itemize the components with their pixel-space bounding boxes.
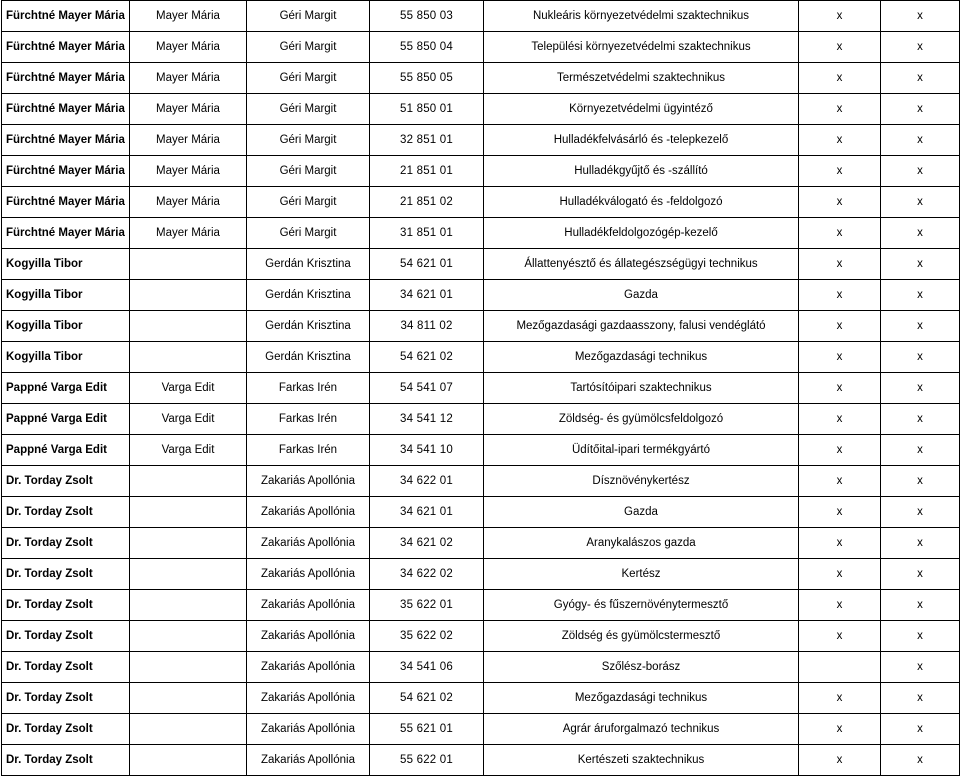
member-name-cell: Mayer Mária	[130, 156, 247, 187]
qualification-code-cell: 34 621 01	[370, 280, 484, 311]
profession-name-cell: Települési környezetvédelmi szaktechnikus	[484, 32, 799, 63]
profession-name-cell: Aranykalászos gazda	[484, 528, 799, 559]
mark-cell-1: x	[799, 590, 881, 621]
mark-cell-1: x	[799, 280, 881, 311]
qualification-code-cell: 34 622 02	[370, 559, 484, 590]
teacher-name-cell: Géri Margit	[247, 125, 370, 156]
teacher-name-cell: Géri Margit	[247, 187, 370, 218]
instructor-name-cell: Fürchtné Mayer Mária	[2, 125, 130, 156]
table-row	[2, 373, 960, 404]
mark-cell-2: x	[881, 559, 960, 590]
table-row	[2, 187, 960, 218]
mark-cell-2: x	[881, 32, 960, 63]
profession-name-cell: Hulladékgyűjtő és -szállító	[484, 156, 799, 187]
instructor-name-cell: Dr. Torday Zsolt	[2, 714, 130, 745]
instructor-name-cell: Dr. Torday Zsolt	[2, 621, 130, 652]
teacher-name-cell: Farkas Irén	[247, 404, 370, 435]
instructor-name-cell: Pappné Varga Edit	[2, 404, 130, 435]
mark-cell-2: x	[881, 466, 960, 497]
table-row	[2, 714, 960, 745]
table-body	[2, 1, 960, 776]
instructor-name-cell: Dr. Torday Zsolt	[2, 590, 130, 621]
table-row	[2, 125, 960, 156]
member-name-cell	[130, 311, 247, 342]
mark-cell-2: x	[881, 497, 960, 528]
mark-cell-1: x	[799, 745, 881, 776]
mark-cell-1: x	[799, 342, 881, 373]
instructor-name-cell: Pappné Varga Edit	[2, 373, 130, 404]
teacher-name-cell: Zakariás Apollónia	[247, 683, 370, 714]
mark-cell-2: x	[881, 125, 960, 156]
table-row	[2, 404, 960, 435]
mark-cell-1: x	[799, 621, 881, 652]
qualification-table	[1, 0, 960, 776]
teacher-name-cell: Géri Margit	[247, 218, 370, 249]
member-name-cell	[130, 528, 247, 559]
mark-cell-1: x	[799, 63, 881, 94]
qualification-code-cell: 34 541 06	[370, 652, 484, 683]
mark-cell-1: x	[799, 32, 881, 63]
instructor-name-cell: Dr. Torday Zsolt	[2, 497, 130, 528]
teacher-name-cell: Zakariás Apollónia	[247, 466, 370, 497]
mark-cell-2: x	[881, 683, 960, 714]
member-name-cell: Varga Edit	[130, 435, 247, 466]
instructor-name-cell: Kogyilla Tibor	[2, 311, 130, 342]
table-row	[2, 249, 960, 280]
profession-name-cell: Környezetvédelmi ügyintéző	[484, 94, 799, 125]
profession-name-cell: Hulladékfelvásárló és -telepkezelő	[484, 125, 799, 156]
qualification-code-cell: 54 621 01	[370, 249, 484, 280]
teacher-name-cell: Farkas Irén	[247, 373, 370, 404]
member-name-cell	[130, 714, 247, 745]
qualification-code-cell: 21 851 02	[370, 187, 484, 218]
mark-cell-1: x	[799, 311, 881, 342]
qualification-code-cell: 51 850 01	[370, 94, 484, 125]
mark-cell-1: x	[799, 435, 881, 466]
instructor-name-cell: Fürchtné Mayer Mária	[2, 63, 130, 94]
teacher-name-cell: Géri Margit	[247, 94, 370, 125]
mark-cell-1: x	[799, 218, 881, 249]
member-name-cell: Mayer Mária	[130, 125, 247, 156]
mark-cell-1: x	[799, 528, 881, 559]
mark-cell-1	[799, 652, 881, 683]
member-name-cell: Mayer Mária	[130, 187, 247, 218]
teacher-name-cell: Gerdán Krisztina	[247, 311, 370, 342]
member-name-cell: Mayer Mária	[130, 32, 247, 63]
instructor-name-cell: Pappné Varga Edit	[2, 435, 130, 466]
qualification-code-cell: 54 621 02	[370, 342, 484, 373]
mark-cell-2: x	[881, 373, 960, 404]
instructor-name-cell: Fürchtné Mayer Mária	[2, 187, 130, 218]
qualification-code-cell: 55 621 01	[370, 714, 484, 745]
instructor-name-cell: Dr. Torday Zsolt	[2, 683, 130, 714]
member-name-cell: Mayer Mária	[130, 1, 247, 32]
mark-cell-2: x	[881, 63, 960, 94]
mark-cell-2: x	[881, 311, 960, 342]
member-name-cell: Varga Edit	[130, 404, 247, 435]
qualification-code-cell: 55 850 05	[370, 63, 484, 94]
qualification-code-cell: 34 621 01	[370, 497, 484, 528]
member-name-cell: Mayer Mária	[130, 218, 247, 249]
member-name-cell	[130, 683, 247, 714]
member-name-cell	[130, 559, 247, 590]
table-row	[2, 683, 960, 714]
qualification-code-cell: 35 622 01	[370, 590, 484, 621]
table-row	[2, 280, 960, 311]
member-name-cell	[130, 249, 247, 280]
table-row	[2, 466, 960, 497]
mark-cell-2: x	[881, 1, 960, 32]
mark-cell-2: x	[881, 249, 960, 280]
mark-cell-1: x	[799, 125, 881, 156]
qualification-code-cell: 54 541 07	[370, 373, 484, 404]
profession-name-cell: Mezőgazdasági technikus	[484, 342, 799, 373]
table-row	[2, 652, 960, 683]
mark-cell-2: x	[881, 156, 960, 187]
teacher-name-cell: Zakariás Apollónia	[247, 745, 370, 776]
mark-cell-2: x	[881, 342, 960, 373]
qualification-code-cell: 34 541 12	[370, 404, 484, 435]
table-row	[2, 63, 960, 94]
profession-name-cell: Üdítőital-ipari termékgyártó	[484, 435, 799, 466]
teacher-name-cell: Zakariás Apollónia	[247, 590, 370, 621]
mark-cell-1: x	[799, 94, 881, 125]
teacher-name-cell: Gerdán Krisztina	[247, 280, 370, 311]
mark-cell-2: x	[881, 187, 960, 218]
profession-name-cell: Szőlész-borász	[484, 652, 799, 683]
qualification-code-cell: 34 811 02	[370, 311, 484, 342]
instructor-name-cell: Kogyilla Tibor	[2, 280, 130, 311]
table-row	[2, 342, 960, 373]
mark-cell-2: x	[881, 745, 960, 776]
teacher-name-cell: Géri Margit	[247, 32, 370, 63]
profession-name-cell: Agrár áruforgalmazó technikus	[484, 714, 799, 745]
mark-cell-1: x	[799, 466, 881, 497]
member-name-cell: Mayer Mária	[130, 94, 247, 125]
mark-cell-1: x	[799, 497, 881, 528]
table-row	[2, 528, 960, 559]
member-name-cell	[130, 621, 247, 652]
instructor-name-cell: Kogyilla Tibor	[2, 342, 130, 373]
profession-name-cell: Tartósítóipari szaktechnikus	[484, 373, 799, 404]
qualification-code-cell: 35 622 02	[370, 621, 484, 652]
mark-cell-2: x	[881, 218, 960, 249]
mark-cell-1: x	[799, 683, 881, 714]
table-row	[2, 1, 960, 32]
mark-cell-2: x	[881, 435, 960, 466]
qualification-code-cell: 34 622 01	[370, 466, 484, 497]
qualification-code-cell: 55 850 04	[370, 32, 484, 63]
qualification-code-cell: 31 851 01	[370, 218, 484, 249]
teacher-name-cell: Géri Margit	[247, 63, 370, 94]
member-name-cell	[130, 590, 247, 621]
mark-cell-1: x	[799, 1, 881, 32]
table-row	[2, 311, 960, 342]
instructor-name-cell: Fürchtné Mayer Mária	[2, 94, 130, 125]
member-name-cell	[130, 497, 247, 528]
member-name-cell	[130, 652, 247, 683]
profession-name-cell: Gazda	[484, 280, 799, 311]
table-row	[2, 218, 960, 249]
teacher-name-cell: Zakariás Apollónia	[247, 497, 370, 528]
instructor-name-cell: Dr. Torday Zsolt	[2, 745, 130, 776]
instructor-name-cell: Dr. Torday Zsolt	[2, 466, 130, 497]
member-name-cell	[130, 466, 247, 497]
member-name-cell	[130, 342, 247, 373]
profession-name-cell: Kertész	[484, 559, 799, 590]
member-name-cell	[130, 280, 247, 311]
instructor-name-cell: Fürchtné Mayer Mária	[2, 32, 130, 63]
teacher-name-cell: Zakariás Apollónia	[247, 714, 370, 745]
mark-cell-1: x	[799, 249, 881, 280]
mark-cell-2: x	[881, 621, 960, 652]
table-row	[2, 621, 960, 652]
table-row	[2, 590, 960, 621]
mark-cell-2: x	[881, 652, 960, 683]
mark-cell-2: x	[881, 714, 960, 745]
table-row	[2, 156, 960, 187]
qualification-code-cell: 34 541 10	[370, 435, 484, 466]
profession-name-cell: Gazda	[484, 497, 799, 528]
mark-cell-2: x	[881, 590, 960, 621]
teacher-name-cell: Géri Margit	[247, 1, 370, 32]
teacher-name-cell: Farkas Irén	[247, 435, 370, 466]
profession-name-cell: Hulladékválogató és -feldolgozó	[484, 187, 799, 218]
profession-name-cell: Állattenyésztő és állategészségügyi technikus	[484, 249, 799, 280]
mark-cell-1: x	[799, 373, 881, 404]
qualification-code-cell: 55 622 01	[370, 745, 484, 776]
qualification-code-cell: 32 851 01	[370, 125, 484, 156]
teacher-name-cell: Gerdán Krisztina	[247, 249, 370, 280]
instructor-name-cell: Fürchtné Mayer Mária	[2, 156, 130, 187]
mark-cell-2: x	[881, 280, 960, 311]
qualification-code-cell: 55 850 03	[370, 1, 484, 32]
instructor-name-cell: Kogyilla Tibor	[2, 249, 130, 280]
profession-name-cell: Dísznövénykertész	[484, 466, 799, 497]
instructor-name-cell: Dr. Torday Zsolt	[2, 559, 130, 590]
instructor-name-cell: Fürchtné Mayer Mária	[2, 218, 130, 249]
profession-name-cell: Mezőgazdasági technikus	[484, 683, 799, 714]
teacher-name-cell: Zakariás Apollónia	[247, 621, 370, 652]
mark-cell-2: x	[881, 528, 960, 559]
table-row	[2, 435, 960, 466]
mark-cell-2: x	[881, 94, 960, 125]
member-name-cell: Varga Edit	[130, 373, 247, 404]
teacher-name-cell: Zakariás Apollónia	[247, 559, 370, 590]
instructor-name-cell: Fürchtné Mayer Mária	[2, 1, 130, 32]
mark-cell-1: x	[799, 559, 881, 590]
profession-name-cell: Természetvédelmi szaktechnikus	[484, 63, 799, 94]
table-row	[2, 32, 960, 63]
mark-cell-1: x	[799, 156, 881, 187]
profession-name-cell: Hulladékfeldolgozógép-kezelő	[484, 218, 799, 249]
mark-cell-1: x	[799, 187, 881, 218]
teacher-name-cell: Gerdán Krisztina	[247, 342, 370, 373]
profession-name-cell: Mezőgazdasági gazdaasszony, falusi vendéglátó	[484, 311, 799, 342]
profession-name-cell: Nukleáris környezetvédelmi szaktechnikus	[484, 1, 799, 32]
mark-cell-2: x	[881, 404, 960, 435]
qualification-code-cell: 34 621 02	[370, 528, 484, 559]
profession-name-cell: Kertészeti szaktechnikus	[484, 745, 799, 776]
instructor-name-cell: Dr. Torday Zsolt	[2, 528, 130, 559]
member-name-cell	[130, 745, 247, 776]
mark-cell-1: x	[799, 714, 881, 745]
mark-cell-1: x	[799, 404, 881, 435]
instructor-name-cell: Dr. Torday Zsolt	[2, 652, 130, 683]
teacher-name-cell: Géri Margit	[247, 156, 370, 187]
qualification-code-cell: 54 621 02	[370, 683, 484, 714]
member-name-cell: Mayer Mária	[130, 63, 247, 94]
profession-name-cell: Gyógy- és fűszernövénytermesztő	[484, 590, 799, 621]
table-row	[2, 559, 960, 590]
profession-name-cell: Zöldség- és gyümölcsfeldolgozó	[484, 404, 799, 435]
table-row	[2, 497, 960, 528]
teacher-name-cell: Zakariás Apollónia	[247, 528, 370, 559]
qualification-code-cell: 21 851 01	[370, 156, 484, 187]
profession-name-cell: Zöldség és gyümölcstermesztő	[484, 621, 799, 652]
table-row	[2, 745, 960, 776]
teacher-name-cell: Zakariás Apollónia	[247, 652, 370, 683]
table-row	[2, 94, 960, 125]
